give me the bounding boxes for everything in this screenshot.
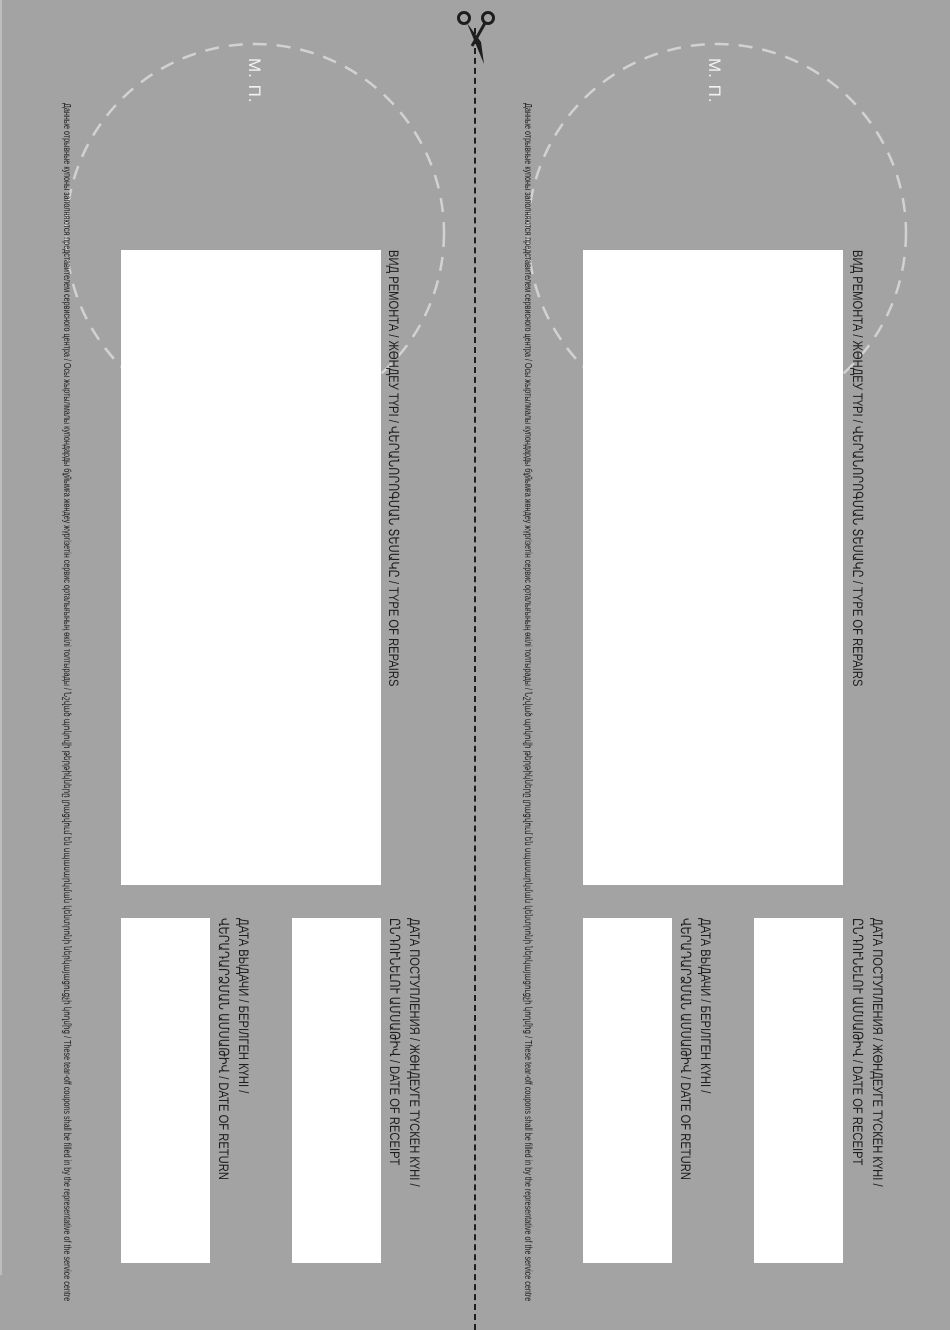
- scissors-icon: [456, 6, 496, 68]
- receipt-date-label-right-2: ԸՆԴՈՒՆԵԼՈՒ ԱՄՍԱԹԻՎ / DATE OF RECEIPT: [850, 918, 866, 1166]
- coupon-note-left: Данные отрывные купоны заполняются представителем сервисного центра / Осы жыртылмалы купондарды бұйымға жөндеу жүргізетін сервис орталығының өкілі толтырады / Նշված պոկովի թերթիկները լրացվում են սպասարկման կենտրոնի ներկայացուցչի կողմից / These tear-off coupons shall be filled in by the representative of the service centre: [61, 103, 72, 1302]
- receipt-date-field-right[interactable]: [754, 918, 843, 1263]
- receipt-date-label-right-1: ДАТА ПОСТУПЛЕНИЯ / ЖӨНДЕУГЕ ТҮСКЕН КҮНІ /: [870, 918, 886, 1187]
- return-date-field-right[interactable]: [583, 918, 672, 1263]
- page-edge: [0, 0, 2, 1275]
- return-date-field-left[interactable]: [121, 918, 210, 1263]
- repair-type-field-left[interactable]: [121, 250, 381, 885]
- return-date-label-left-2: ՎԵՐԱԴԱՐՁՄԱՆ ԱՄՍԱԹԻՎ / DATE OF RETURN: [216, 918, 232, 1180]
- repair-type-field-right[interactable]: [583, 250, 843, 885]
- coupon-note-right: Данные отрывные купоны заполняются представителем сервисного центра / Осы жыртылмалы купондарды бұйымға жөндеу жүргізетін сервис орталығының өкілі толтырады / Նշված պոկովի թերթիկները լրացվում են սպասարկման կենտրոնի ներկայացուցչի կողմից / These tear-off coupons shall be filled in by the representative of the service centre: [522, 103, 533, 1302]
- receipt-date-label-left-1: ДАТА ПОСТУПЛЕНИЯ / ЖӨНДЕУГЕ ТҮСКЕН КҮНІ /: [407, 918, 423, 1187]
- cut-line: [474, 28, 476, 1330]
- return-date-label-left-1: ДАТА ВЫДАЧИ / БЕРІЛГЕН КҮНІ /: [236, 918, 252, 1094]
- return-date-label-right-1: ДАТА ВЫДАЧИ / БЕРІЛГЕН КҮНІ /: [698, 918, 714, 1094]
- receipt-date-label-left-2: ԸՆԴՈՒՆԵԼՈՒ ԱՄՍԱԹԻՎ / DATE OF RECEIPT: [387, 918, 403, 1166]
- receipt-date-field-left[interactable]: [292, 918, 381, 1263]
- repair-type-label-left: ВИД РЕМОНТА / ЖӨНДЕУ ТҮРІ / ՎԵՐԱՆՈՐՈԳՄԱՆ ՏԵՍԱԿԸ / TYPE OF REPAIRS: [386, 250, 402, 687]
- stamp-label-left: М. П.: [245, 58, 264, 104]
- repair-type-label-right: ВИД РЕМОНТА / ЖӨНДЕУ ТҮРІ / ՎԵՐԱՆՈՐՈԳՄԱՆ ՏԵՍԱԿԸ / TYPE OF REPAIRS: [850, 250, 866, 687]
- return-date-label-right-2: ՎԵՐԱԴԱՐՁՄԱՆ ԱՄՍԱԹԻՎ / DATE OF RETURN: [678, 918, 694, 1180]
- stamp-label-right: М. П.: [705, 58, 724, 104]
